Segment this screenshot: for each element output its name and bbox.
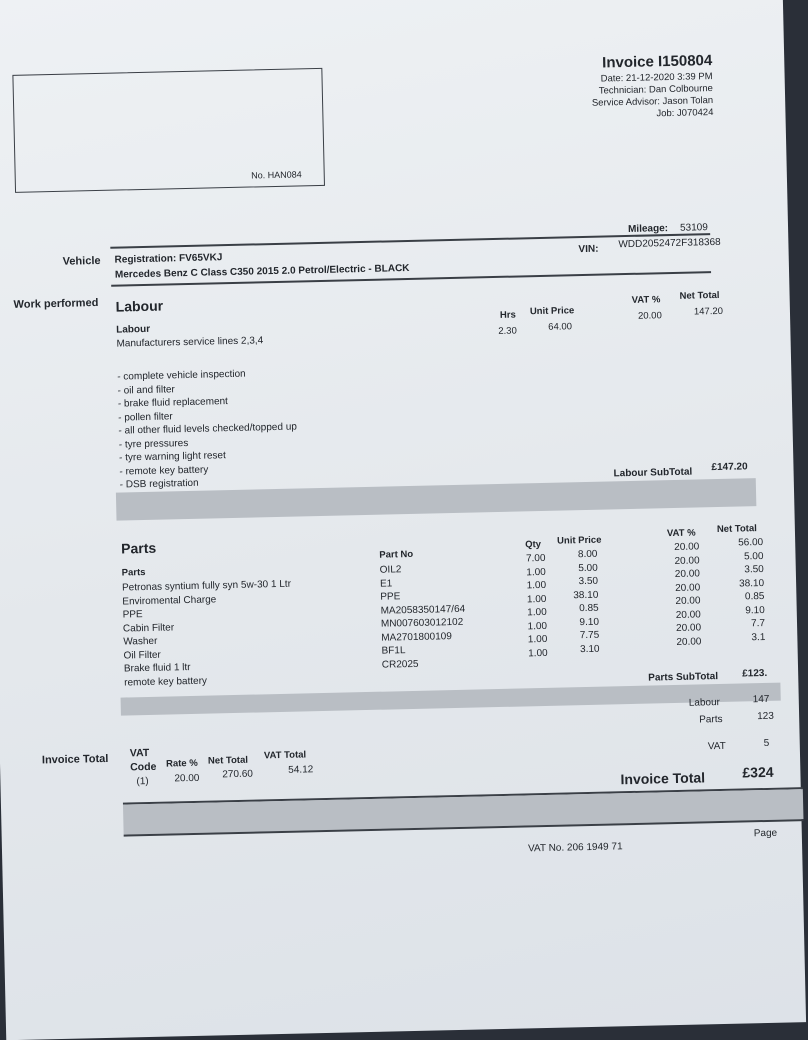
totals-parts-value: 123 xyxy=(757,710,774,723)
invoice-date: Date: 21-12-2020 3:39 PM xyxy=(600,71,713,85)
job-number: Job: J070424 xyxy=(656,107,714,120)
vat-code-header: Code xyxy=(129,760,157,774)
part-number: MA2701800109 xyxy=(381,630,452,644)
invoice-total-title: Invoice Total xyxy=(620,769,706,788)
technician: Technician: Dan Colbourne xyxy=(598,83,714,97)
part-unit-price: 7.75 xyxy=(579,629,600,642)
vat-rate-header: Rate % xyxy=(165,757,198,770)
invoice-total-value: £324 xyxy=(742,763,774,781)
totals-labour-label: Labour xyxy=(688,697,721,709)
labour-subtotal-label: Labour SubTotal xyxy=(613,466,693,480)
totals-labour-value: 147 xyxy=(752,693,770,706)
part-unit-price: 9.10 xyxy=(579,616,600,628)
part-net-total: 38.10 xyxy=(738,577,765,590)
part-net-total: 3.1 xyxy=(751,631,766,643)
part-qty: 1.00 xyxy=(526,579,547,592)
part-number: OIL2 xyxy=(379,564,402,576)
labour-hrs-value: 2.30 xyxy=(498,325,517,337)
part-vat: 20.00 xyxy=(675,608,701,621)
part-number: MN007603012102 xyxy=(380,616,464,630)
account-number: No. HAN084 xyxy=(251,169,302,181)
labour-vat-value: 20.00 xyxy=(637,310,662,322)
part-unit-price: 8.00 xyxy=(577,548,598,561)
part-desc: Petronas syntium fully syn 5w-30 1 Ltr xyxy=(121,578,292,594)
part-net-total: 0.85 xyxy=(744,590,765,603)
part-vat: 20.00 xyxy=(675,622,702,634)
part-desc: PPE xyxy=(122,609,143,621)
part-number: BF1L xyxy=(381,645,406,657)
parts-part-no-header: Part No xyxy=(379,548,414,561)
vat-total-value: 54.12 xyxy=(288,764,314,776)
parts-unit-price-column xyxy=(567,548,599,657)
vat-code-value: (1) xyxy=(136,775,149,788)
part-number: MA2058350147/64 xyxy=(380,603,466,617)
part-qty: 1.00 xyxy=(528,647,548,659)
task-item: - remote key battery xyxy=(119,464,209,478)
parts-col-title: Parts xyxy=(121,567,146,579)
parts-vat-column xyxy=(669,540,701,649)
vat-total-header: VAT Total xyxy=(263,749,307,762)
parts-net-total-header: Net Total xyxy=(716,523,757,536)
invoice-total-label: Invoice Total xyxy=(41,752,109,767)
part-vat: 20.00 xyxy=(675,595,701,607)
part-net-total: 3.50 xyxy=(744,563,764,576)
part-desc: Brake fluid 1 ltr xyxy=(123,662,191,675)
task-item: - tyre pressures xyxy=(118,437,189,451)
parts-desc-column xyxy=(122,576,384,690)
task-item: - complete vehicle inspection xyxy=(117,368,246,383)
part-vat: 20.00 xyxy=(674,554,700,567)
vat-rate-value: 20.00 xyxy=(174,772,200,785)
labour-net-total-value: 147.20 xyxy=(693,305,724,318)
part-desc: Oil Filter xyxy=(123,649,161,662)
part-unit-price: 38.10 xyxy=(573,589,599,601)
vehicle-label: Vehicle xyxy=(62,254,101,268)
part-net-total: 9.10 xyxy=(745,604,765,616)
part-desc: Enviromental Charge xyxy=(122,593,217,608)
part-vat: 20.00 xyxy=(675,581,701,594)
part-desc: remote key battery xyxy=(124,675,208,689)
parts-part-no-column xyxy=(380,562,467,672)
parts-section-title: Parts xyxy=(120,539,157,557)
vat-number: VAT No. 206 1949 71 xyxy=(527,841,623,855)
totals-vat-value: 5 xyxy=(763,737,770,750)
vat-summary-title: VAT xyxy=(129,746,150,760)
task-item: - DSB registration xyxy=(119,477,199,491)
totals-vat-label: VAT xyxy=(707,740,726,753)
part-number: E1 xyxy=(379,577,393,590)
part-desc: Washer xyxy=(123,635,158,648)
parts-subtotal-label: Parts SubTotal xyxy=(648,671,719,684)
parts-qty-column xyxy=(523,552,547,660)
task-item: - brake fluid replacement xyxy=(117,396,229,410)
part-net-total: 7.7 xyxy=(750,617,766,630)
mileage-label: Mileage: xyxy=(627,223,669,235)
vin-value: WDD2052472F318368 xyxy=(618,236,721,251)
parts-net-total-column xyxy=(731,536,765,645)
labour-task-list xyxy=(117,367,298,493)
labour-hrs-header: Hrs xyxy=(499,309,516,321)
page-label: Page xyxy=(753,827,778,840)
labour-item-desc: Manufacturers service lines 2,3,4 xyxy=(116,335,264,350)
invoice-title: Invoice I150804 xyxy=(601,52,713,72)
labour-section-title: Labour xyxy=(115,297,164,315)
service-advisor: Service Advisor: Jason Tolan xyxy=(591,95,714,109)
part-qty: 1.00 xyxy=(526,593,547,605)
totals-parts-label: Parts xyxy=(699,713,723,726)
part-qty: 1.00 xyxy=(527,620,548,632)
vat-net-value: 270.60 xyxy=(222,768,254,781)
part-unit-price: 3.50 xyxy=(578,575,599,588)
part-vat: 20.00 xyxy=(674,568,701,580)
task-item: - all other fluid levels checked/topped up xyxy=(118,421,298,437)
part-qty: 1.00 xyxy=(527,606,547,619)
task-item: - tyre warning light reset xyxy=(118,450,226,464)
part-unit-price: 5.00 xyxy=(578,562,598,574)
part-qty: 1.00 xyxy=(526,566,546,578)
mileage-value: 53109 xyxy=(679,222,708,234)
vehicle-description: Mercedes Benz C Class C350 2015 2.0 Petrol/Electric - BLACK xyxy=(114,262,410,281)
labour-unit-price-header: Unit Price xyxy=(529,305,575,318)
labour-net-total-header: Net Total xyxy=(679,289,720,302)
part-unit-price: 0.85 xyxy=(579,602,599,615)
labour-vat-header: VAT % xyxy=(631,294,661,306)
task-item: - pollen filter xyxy=(118,410,173,424)
parts-subtotal-band xyxy=(121,683,781,716)
parts-unit-price-header: Unit Price xyxy=(556,534,602,547)
vehicle-registration: Registration: FV65VKJ xyxy=(114,252,223,266)
vin-label: VIN: xyxy=(578,243,599,256)
parts-vat-header: VAT % xyxy=(666,527,696,540)
vat-net-header: Net Total xyxy=(207,754,249,767)
parts-qty-header: Qty xyxy=(525,539,542,551)
part-net-total: 5.00 xyxy=(743,550,764,562)
work-performed-label: Work performed xyxy=(13,297,99,311)
part-vat: 20.00 xyxy=(676,635,702,648)
part-net-total: 56.00 xyxy=(738,536,764,549)
labour-unit-price-value: 64.00 xyxy=(548,321,573,333)
parts-subtotal-value: £123. xyxy=(742,667,768,680)
address-box xyxy=(12,68,325,193)
labour-item-title: Labour xyxy=(116,323,151,336)
invoice-header xyxy=(591,51,714,122)
part-number: PPE xyxy=(380,591,401,603)
task-item: - oil and filter xyxy=(117,383,175,397)
part-qty: 1.00 xyxy=(527,633,548,646)
part-desc: Cabin Filter xyxy=(122,621,175,635)
part-number: CR2025 xyxy=(381,658,419,671)
part-qty: 7.00 xyxy=(525,552,546,565)
labour-subtotal-value: £147.20 xyxy=(711,461,748,474)
part-unit-price: 3.10 xyxy=(579,643,600,655)
part-vat: 20.00 xyxy=(674,541,700,554)
